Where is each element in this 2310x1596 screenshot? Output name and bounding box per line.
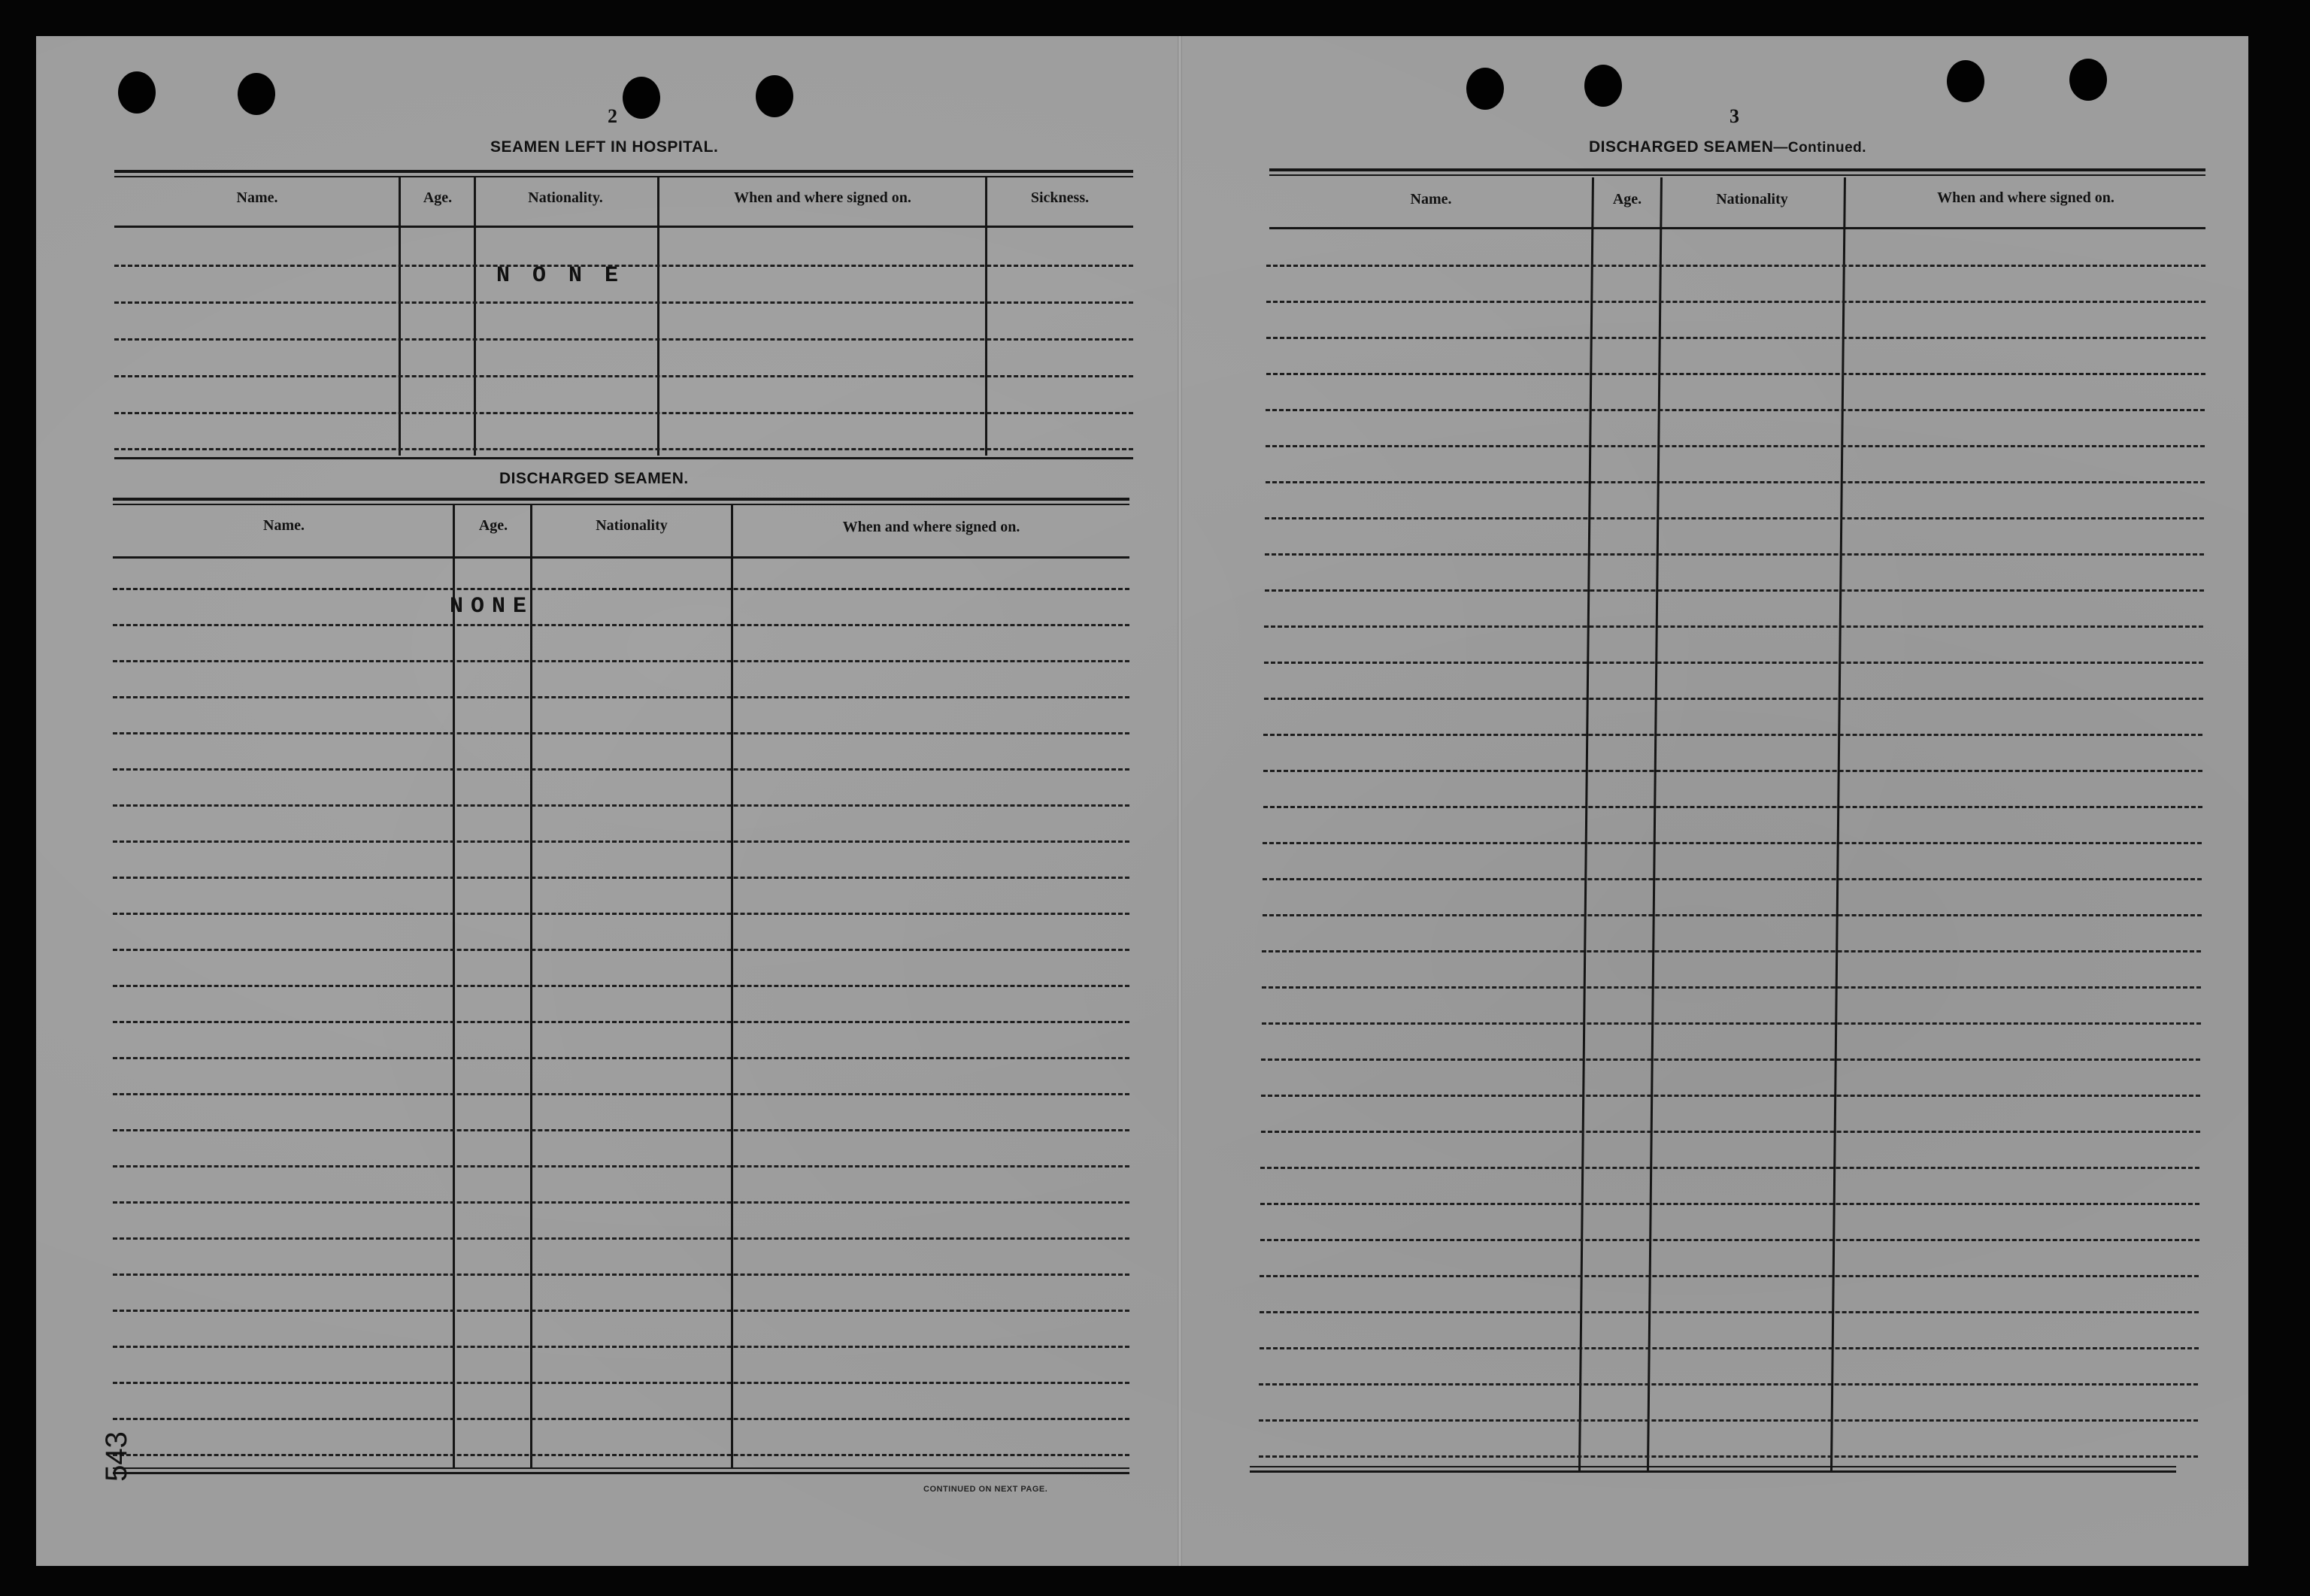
entry-line: [113, 1057, 1129, 1059]
entry-line: [1264, 662, 2203, 664]
header-underline: [1269, 227, 2205, 229]
page-number: 2: [608, 105, 617, 127]
discharged-continued-title: [1589, 138, 1866, 156]
entry-line: [114, 412, 1133, 414]
entry-line: [113, 588, 1129, 590]
entry-line: [1266, 409, 2205, 411]
entry-line: [1263, 878, 2202, 880]
continued-note: CONTINUED ON NEXT PAGE.: [923, 1485, 1048, 1494]
entry-line: [1266, 337, 2205, 339]
entry-line: [1260, 1239, 2199, 1241]
entry-line: [1266, 445, 2205, 447]
entry-line: [1263, 770, 2202, 772]
entry-line: [113, 1237, 1129, 1240]
entry-line: [1265, 517, 2204, 519]
entry-line: [113, 732, 1129, 734]
entry-line: [113, 985, 1129, 987]
table-rule: [114, 176, 1133, 177]
punch-hole: [2069, 59, 2107, 101]
col-header-nationality: Nationality: [1716, 191, 1788, 207]
col-header-sickness: Sickness.: [1030, 189, 1090, 206]
col-header-name: Name.: [1410, 191, 1452, 207]
entry-line: [1265, 589, 2204, 592]
hospital-entry-none: N O N E: [496, 263, 623, 289]
entry-line: [1261, 1095, 2200, 1097]
table-rule: [1250, 1466, 2176, 1467]
table-rule: [113, 1472, 1129, 1474]
entry-line: [113, 877, 1129, 879]
col-header-when-where: When and where signed on.: [734, 189, 911, 206]
entry-line: [113, 1201, 1129, 1204]
entry-line: [1260, 1275, 2199, 1277]
center-fold: [1178, 36, 1182, 1566]
entry-line: [114, 338, 1133, 341]
entry-line: [1263, 806, 2202, 808]
punch-hole: [1584, 65, 1622, 107]
col-header-nationality: Nationality.: [528, 189, 603, 206]
entry-line: [113, 1346, 1129, 1348]
entry-line: [1259, 1383, 2198, 1386]
entry-line: [1263, 842, 2202, 844]
entry-line: [1266, 373, 2205, 375]
punch-hole: [756, 75, 793, 117]
entry-line: [113, 1454, 1129, 1456]
col-header-age: Age.: [423, 189, 453, 206]
entry-line: [114, 265, 1133, 267]
entry-line: [1264, 625, 2203, 628]
entry-line: [1259, 1419, 2198, 1422]
entry-line: [1261, 1131, 2200, 1133]
title-main: DISCHARGED SEAMEN: [1589, 138, 1774, 156]
entry-line: [1263, 914, 2202, 916]
entry-line: [113, 1021, 1129, 1023]
col-header-nationality: Nationality: [596, 517, 668, 534]
discharged-section-title: DISCHARGED SEAMEN.: [499, 470, 689, 487]
entry-line: [114, 301, 1133, 304]
entry-line: [113, 1093, 1129, 1095]
title-continued: —Continued.: [1773, 140, 1867, 156]
punch-hole: [238, 73, 275, 115]
punch-hole: [1466, 68, 1504, 110]
table-rule: [1269, 168, 2205, 171]
entry-line: [113, 913, 1129, 915]
entry-line: [1262, 950, 2201, 952]
entry-line: [1260, 1203, 2199, 1205]
page-number: 3: [1729, 105, 1739, 127]
entry-line: [1260, 1311, 2199, 1313]
table-rule: [113, 498, 1129, 501]
col-header-name: Name.: [263, 517, 305, 534]
entry-line: [113, 1165, 1129, 1167]
entry-line: [113, 804, 1129, 807]
entry-line: [1263, 734, 2202, 736]
entry-line: [1261, 1058, 2200, 1061]
table-rule: [1250, 1470, 2176, 1473]
column-divider: [731, 505, 733, 1469]
entry-line: [1265, 553, 2204, 556]
table-rule: [114, 170, 1133, 173]
entry-line: [113, 840, 1129, 843]
col-header-when-where: When and where signed on.: [842, 519, 1020, 535]
entry-line: [113, 1273, 1129, 1276]
entry-line: [113, 696, 1129, 698]
table-rule: [114, 457, 1133, 459]
entry-line: [114, 375, 1133, 377]
entry-line: [113, 660, 1129, 662]
entry-line: [1262, 1022, 2201, 1025]
entry-line: [114, 448, 1133, 450]
discharged-entry-none: NONE: [450, 594, 535, 619]
column-divider: [530, 505, 532, 1469]
col-header-age: Age.: [1612, 191, 1642, 207]
entry-line: [1266, 301, 2205, 303]
entry-line: [1266, 481, 2205, 483]
column-divider: [453, 505, 455, 1469]
punch-hole: [118, 71, 156, 114]
entry-line: [113, 1129, 1129, 1131]
col-header-when-where: When and where signed on.: [1937, 189, 2114, 206]
punch-hole: [623, 77, 660, 119]
entry-line: [113, 1418, 1129, 1420]
entry-line: [1266, 265, 2205, 267]
entry-line: [113, 768, 1129, 771]
header-underline: [114, 226, 1133, 228]
entry-line: [1262, 986, 2201, 989]
table-rule: [113, 1467, 1129, 1469]
entry-line: [113, 1382, 1129, 1384]
col-header-age: Age.: [478, 517, 508, 534]
entry-line: [1264, 698, 2203, 700]
entry-line: [1260, 1347, 2199, 1349]
hospital-section-title: SEAMEN LEFT IN HOSPITAL.: [490, 138, 719, 156]
table-rule: [113, 504, 1129, 505]
entry-line: [113, 1310, 1129, 1312]
margin-handwriting: 543: [99, 1431, 133, 1482]
table-rule: [1269, 174, 2205, 176]
entry-line: [1260, 1167, 2199, 1169]
entry-line: [1259, 1455, 2198, 1458]
entry-line: [113, 949, 1129, 951]
punch-hole: [1947, 60, 1984, 102]
entry-line: [113, 624, 1129, 626]
header-underline: [113, 556, 1129, 559]
col-header-name: Name.: [236, 189, 278, 206]
